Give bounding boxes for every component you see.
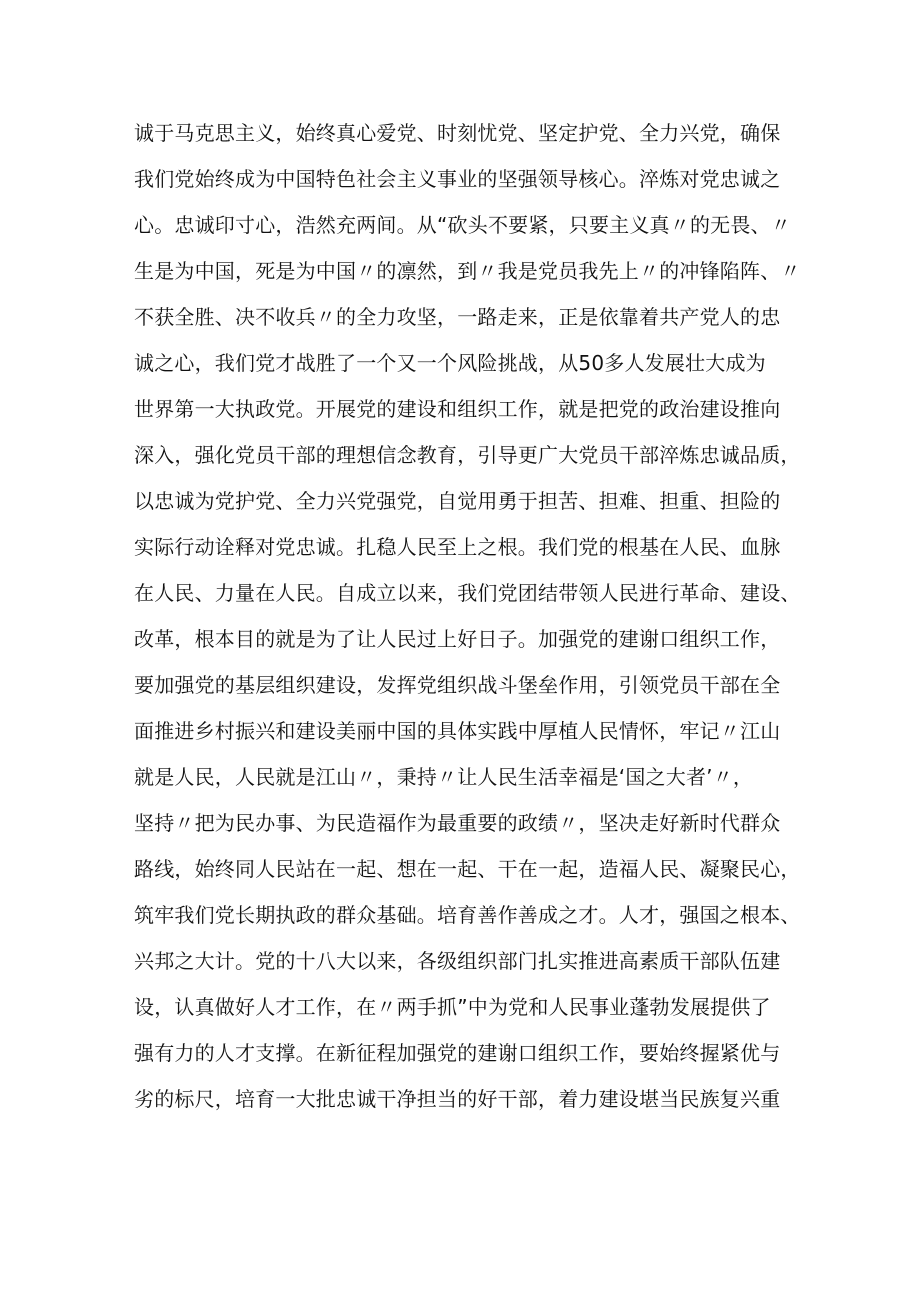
text-line: 深入，强化党员干部的理想信念教育，引导更广大党员干部淬炼忠诚品质， bbox=[134, 443, 801, 467]
text-line: 诚于马克思主义，始终真心爱党、时刻忧党、坚定护党、全力兴党，确保 bbox=[134, 121, 781, 145]
text-line: 生是为中国，死是为中国〃的凛然，到〃我是党员我先上〃的冲锋陷阵、〃 bbox=[134, 259, 801, 283]
text-line: 强有力的人才支撑。在新征程加强党的建谢口组织工作，要始终握紧优与 bbox=[134, 1041, 781, 1065]
text-line: 心。忠诚印寸心，浩然充两间。从“砍头不要紧，只要主义真〃的无畏、〃 bbox=[134, 213, 791, 237]
text-line: 设，认真做好人才工作，在〃两手抓”中为党和人民事业蓬勃发展提供了 bbox=[134, 995, 771, 1019]
text-line: 实际行动诠释对党忠诚。扎稳人民至上之根。我们党的根基在人民、血脉 bbox=[134, 535, 781, 559]
text-line: 诚之心，我们党才战胜了一个又一个风险挑战，从50多人发展壮大成为 bbox=[134, 351, 766, 375]
text-line: 不获全胜、决不收兵〃的全力攻坚，一路走来，正是依靠着共产党人的忠 bbox=[134, 305, 781, 329]
text-line: 在人民、力量在人民。自成立以来，我们党团结带领人民进行革命、建设、 bbox=[134, 581, 801, 605]
text-line: 就是人民，人民就是江山〃，秉持〃让人民生活幸福是‘国之大者’〃， bbox=[134, 765, 754, 789]
body-text bbox=[134, 110, 801, 1122]
text-line: 世界第一大执政党。开展党的建设和组织工作，就是把党的政治建设推向 bbox=[134, 397, 781, 421]
text-line: 筑牢我们党长期执政的群众基础。培育善作善成之才。人才，强国之根本、 bbox=[134, 903, 801, 927]
text-line: 面推进乡村振兴和建设美丽中国的具体实践中厚植人民情怀，牢记〃江山 bbox=[134, 719, 781, 743]
text-line: 我们党始终成为中国特色社会主义事业的坚强领导核心。淬炼对党忠诚之 bbox=[134, 167, 781, 191]
text-line: 劣的标尺，培育一大批忠诚干净担当的好干部，着力建设堪当民族复兴重 bbox=[134, 1087, 781, 1111]
text-line: 兴邦之大计。党的十八大以来，各级组织部门扎实推进高素质干部队伍建 bbox=[134, 949, 781, 973]
text-line: 坚持〃把为民办事、为民造福作为最重要的政绩〃，坚决走好新时代群众 bbox=[134, 811, 781, 835]
text-line: 改革，根本目的就是为了让人民过上好日子。加强党的建谢口组织工作， bbox=[134, 627, 781, 651]
text-line: 要加强党的基层组织建设，发挥党组织战斗堡垒作用，引领党员干部在全 bbox=[134, 673, 781, 697]
text-line: 以忠诚为党护党、全力兴党强党，自觉用勇于担苦、担难、担重、担险的 bbox=[134, 489, 781, 513]
text-line: 路线，始终同人民站在一起、想在一起、干在一起，造福人民、凝聚民心， bbox=[134, 857, 801, 881]
